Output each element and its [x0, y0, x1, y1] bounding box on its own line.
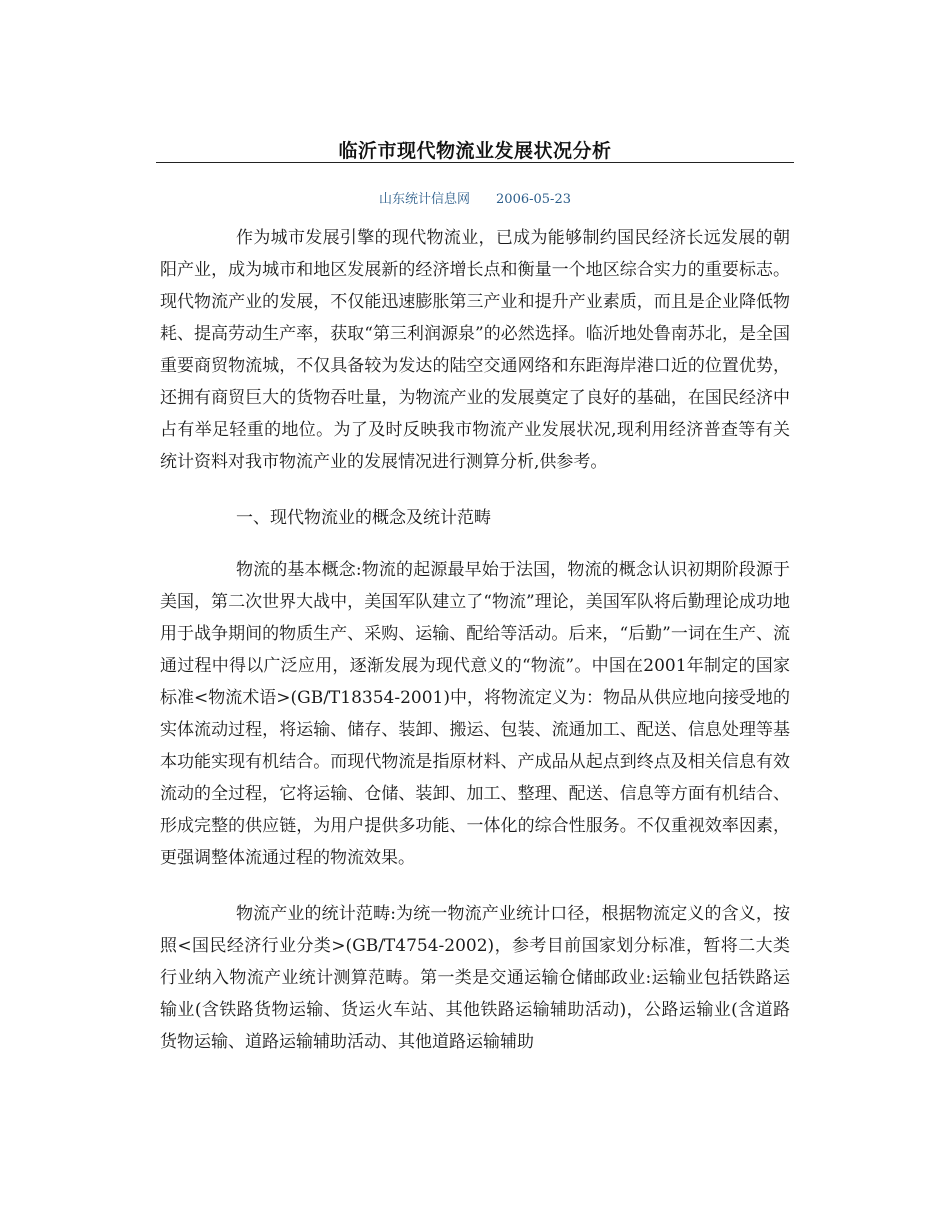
article-body: [160, 222, 790, 1082]
article-date: 2006-05-23: [496, 192, 571, 207]
article-source: 山东统计信息网: [379, 192, 471, 207]
article-meta: [0, 188, 950, 207]
paragraph-concept: 物流的基本概念:物流的起源最早始于法国，物流的概念认识初期阶段源于美国，第二次世界大战中，美国军队建立了“物流”理论，美国军队将后勤理论成功地用于战争期间的物质生产、采购、运输、配给等活动。后来，“后勤”一词在生产、流通过程中得以广泛应用，逐渐发展为现代意义的“物流”。中国在2001年制定的国家标准<物流术语>(GB/T18354-2001)中，将物流定义为：物品从供应地向接受地的实体流动过程，将运输、储存、装卸、搬运、包装、流通加工、配送、信息处理等基本功能实现有机结合。而现代物流是指原材料、产成品从起点到终点及相关信息有效流动的全过程，它将运输、仓储、装卸、加工、整理、配送、信息等方面有机结合、形成完整的供应链，为用户提供多功能、一体化的综合性服务。不仅重视效率因素，更强调整体流通过程的物流效果。: [160, 560, 790, 868]
paragraph-intro: 作为城市发展引擎的现代物流业，已成为能够制约国民经济长远发展的朝阳产业，成为城市和地区发展新的经济增长点和衡量一个地区综合实力的重要标志。现代物流产业的发展，不仅能迅速膨胀第三产业和提升产业素质，而且是企业降低物耗、提高劳动生产率，获取“第三利润源泉”的必然选择。临沂地处鲁南苏北，是全国重要商贸物流城，不仅具备较为发达的陆空交通网络和东距海岸港口近的位置优势，还拥有商贸巨大的货物吞吐量，为物流产业的发展奠定了良好的基础，在国民经济中占有举足轻重的地位。为了及时反映我市物流产业发展状况,现利用经济普查等有关统计资料对我市物流产业的发展情况进行测算分析,供参考。: [160, 228, 790, 472]
section-heading: 一、现代物流业的概念及统计范畴: [236, 508, 491, 528]
title-divider: [156, 162, 794, 163]
paragraph-scope: 物流产业的统计范畴:为统一物流产业统计口径，根据物流定义的含义，按照<国民经济行业分类>(GB/T4754-2002)，参考目前国家划分标准，暂将二大类行业纳入物流产业统计测算范畴。第一类是交通运输仓储邮政业:运输业包括铁路运输业(含铁路货物运输、货运火车站、其他铁路运输辅助活动)，公路运输业(含道路货物运输、道路运输辅助活动、其他道路运输辅助: [160, 904, 790, 1052]
article-title: 临沂市现代物流业发展状况分析: [338, 140, 612, 162]
